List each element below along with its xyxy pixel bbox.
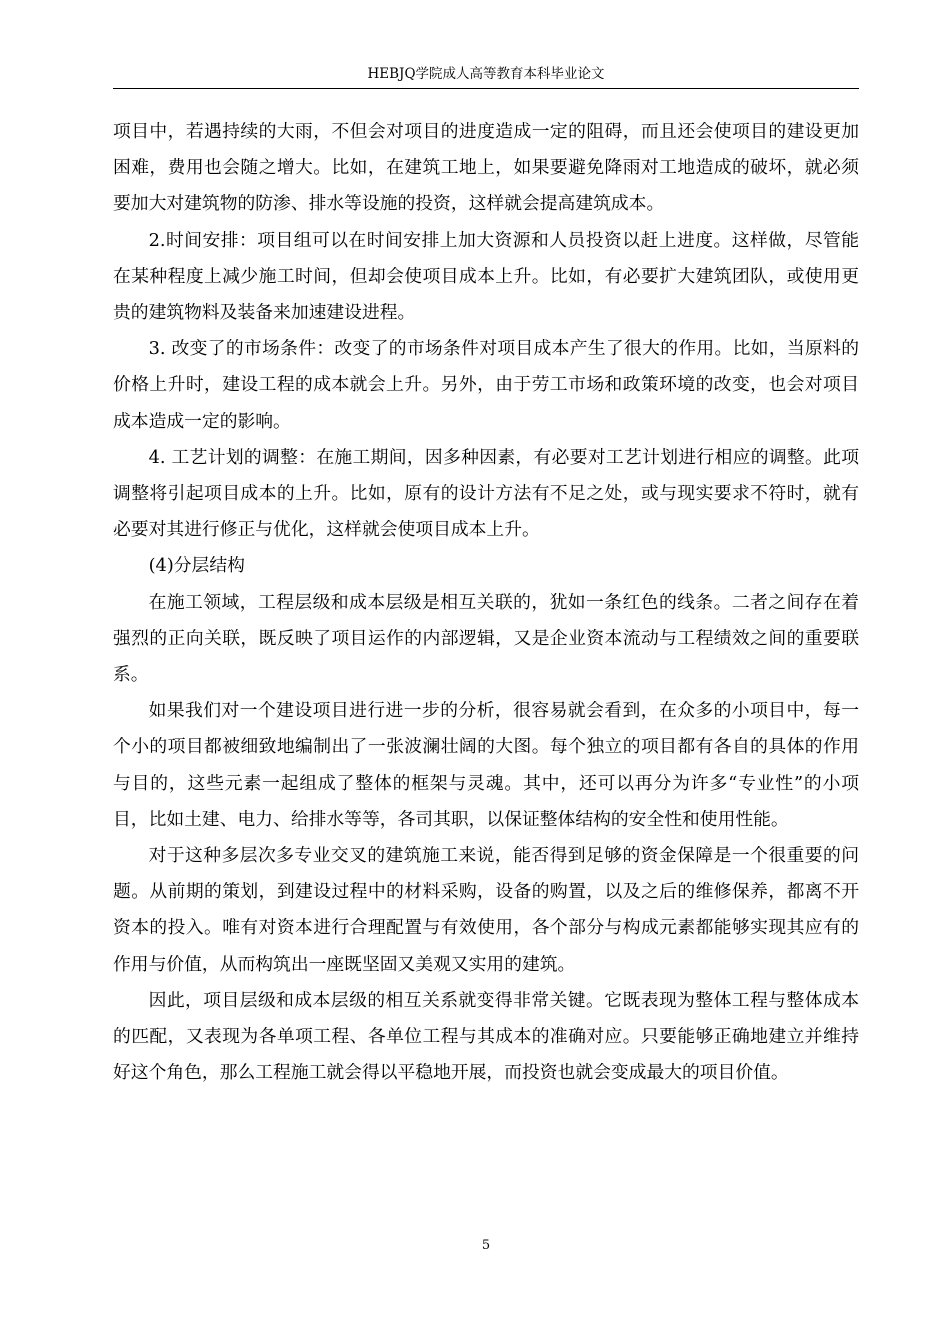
paragraph-conclusion: 因此，项目层级和成本层级的相互关系就变得非常关键。它既表现为整体工程与整体成本的匹配，又表现为各单项工程、各单位工程与其成本的准确对应。只要能够正确地建立并维持好这个角色，那么工程施工就会得以平稳地开展，而投资也就会变成最大的项目价值。 [113,989,859,1084]
running-header [113,62,859,89]
section-heading-hierarchy: (4)分层结构 [148,555,245,577]
paragraph-project-analysis: 如果我们对一个建设项目进行进一步的分析，很容易就会看到，在众多的小项目中，每一个小的项目都被细致地编制出了一张波澜壮阔的大图。每个独立的项目都有各自的具体的作用与目的，这些元素一起组成了整体的框架与灵魂。其中，还可以再分为许多“专业性”的小项目，比如土建、电力、给排水等等，各司其职，以保证整体结构的安全性和使用性能。 [113,700,859,830]
page-number: 5 [481,1238,491,1253]
header-title: HEBJQ学院成人高等教育本科毕业论文 [367,66,605,82]
document-body [113,114,859,1091]
paragraph-funding: 对于这种多层次多专业交叉的建筑施工来说，能否得到足够的资金保障是一个很重要的问题。从前期的策划，到建设过程中的材料采购，设备的购置，以及之后的维修保养，都离不开资本的投入。唯有对资本进行合理配置与有效使用，各个部分与构成元素都能够实现其应有的作用与价值，从而构筑出一座既坚固又美观又实用的建筑。 [113,845,859,975]
paragraph-time-schedule: 2.时间安排：项目组可以在时间安排上加大资源和人员投资以赶上进度。这样做，尽管能在某种程度上减少施工时间，但却会使项目成本上升。比如，有必要扩大建筑团队，或使用更贵的建筑物料及装备来加速建设进程。 [113,229,859,324]
paragraph-market-conditions: 3. 改变了的市场条件：改变了的市场条件对项目成本产生了很大的作用。比如，当原料的价格上升时，建设工程的成本就会上升。另外，由于劳工市场和政策环境的改变，也会对项目成本造成一定的影响。 [113,338,859,432]
paragraph-continued: 项目中，若遇持续的大雨，不但会对项目的进度造成一定的阻碍，而且还会使项目的建设更加困难，费用也会随之增大。比如，在建筑工地上，如果要避免降雨对工地造成的破坏，就必须要加大对建筑物的防渗、排水等设施的投资，这样就会提高建筑成本。 [113,121,859,215]
paragraph-process-plan: 4. 工艺计划的调整：在施工期间，因多种因素，有必要对工艺计划进行相应的调整。此项调整将引起项目成本的上升。比如，原有的设计方法有不足之处，或与现实要求不符时，就有必要对其进行修正与优化，这样就会使项目成本上升。 [113,446,859,541]
paragraph-construction-field: 在施工领域，工程层级和成本层级是相互关联的，犹如一条红色的线条。二者之间存在着强烈的正向关联，既反映了项目运作的内部逻辑，又是企业资本流动与工程绩效之间的重要联系。 [113,591,859,686]
